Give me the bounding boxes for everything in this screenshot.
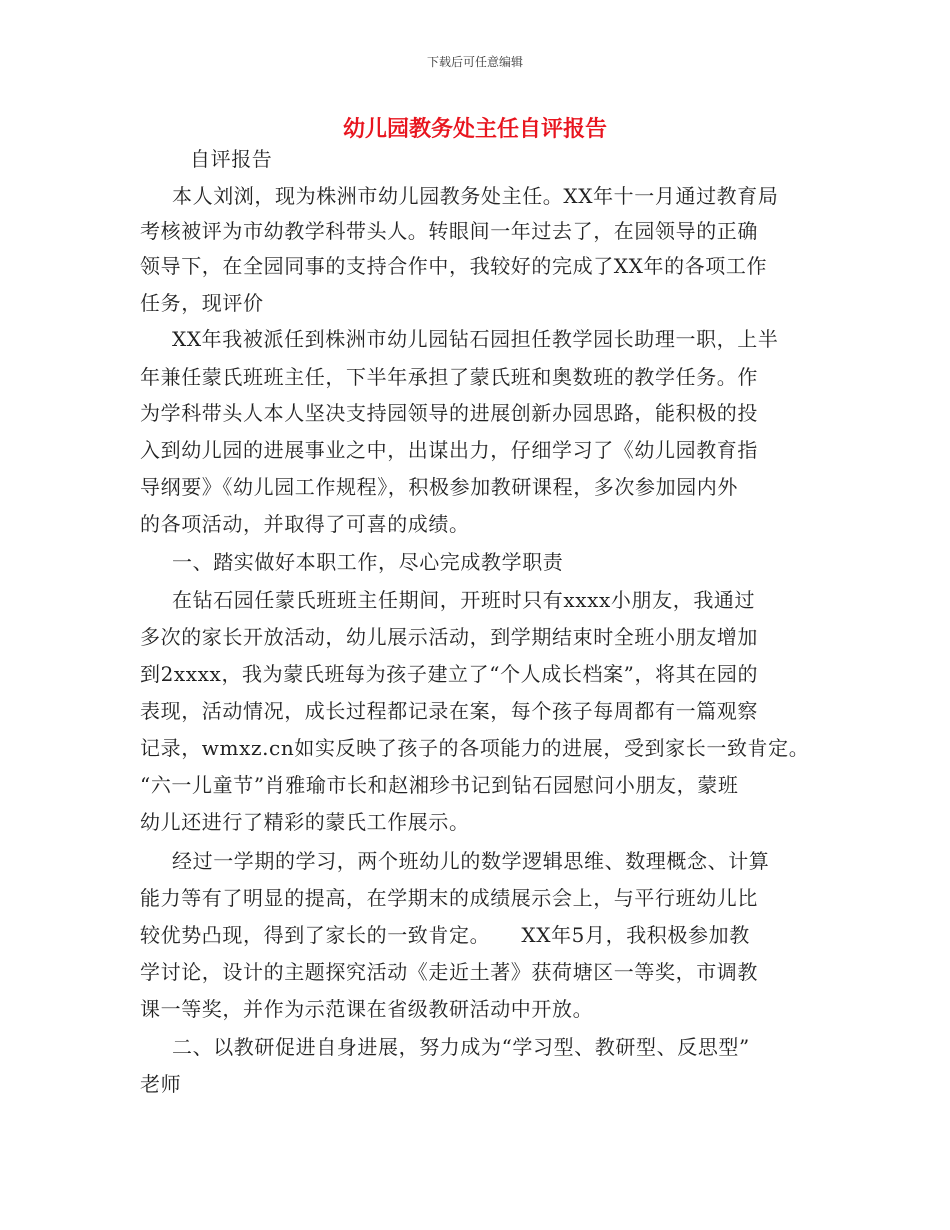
body-line: 记录，wmxz.cn如实反映了孩子的各项能力的进展，受到家长一致肯定。	[140, 736, 810, 760]
body-line: 较优势凸现，得到了家长的一致肯定。 XX年5月，我积极参加教	[140, 923, 750, 947]
body-line: 在钻石园任蒙氏班班主任期间，开班时只有xxxx小朋友，我通过	[172, 588, 756, 612]
body-line: 任务，现评价	[140, 291, 264, 315]
body-line: 的各项活动，并取得了可喜的成绩。	[140, 512, 470, 536]
body-line: 导纲要》《幼儿园工作规程》，积极参加教研课程，多次参加园内外	[140, 475, 738, 499]
subtitle-line: 自评报告	[190, 147, 273, 171]
body-line: 课一等奖，并作为示范课在省级教研活动中开放。	[140, 997, 594, 1021]
body-line: 领导下，在全园同事的支持合作中，我较好的完成了XX年的各项工作	[140, 254, 768, 278]
body-line: 到2xxxx，我为蒙氏班每为孩子建立了“个人成长档案”，将其在园的	[140, 662, 759, 686]
body-line: 多次的家长开放活动，幼儿展示活动，到学期结束时全班小朋友增加	[140, 625, 758, 649]
section-heading: 二、以教研促进自身进展，努力成为“学习型、教研型、反思型”	[172, 1035, 750, 1059]
header-note: 下载后可任意编辑	[426, 55, 523, 69]
body-line: 经过一学期的学习，两个班幼儿的数学逻辑思维、数理概念、计算	[172, 849, 770, 873]
body-line: XX年我被派任到株洲市幼儿园钻石园担任教学园长助理一职，上半	[172, 327, 779, 351]
section-heading: 一、踏实做好本职工作，尽心完成教学职责	[172, 550, 564, 574]
body-line: 考核被评为市幼教学科带头人。转眼间一年过去了，在园领导的正确	[140, 219, 758, 243]
body-line: 入到幼儿园的进展事业之中，出谋出力，仔细学习了《幼儿园教育指	[140, 438, 758, 462]
body-line: 幼儿还进行了精彩的蒙氏工作展示。	[140, 810, 470, 834]
document-title: 幼儿园教务处主任自评报告	[342, 117, 607, 142]
section-heading-continued: 老师	[140, 1072, 182, 1096]
body-line: 年兼任蒙氏班班主任，下半年承担了蒙氏班和奥数班的教学任务。作	[140, 365, 758, 389]
body-line: 为学科带头人本人坚决支持园领导的进展创新办园思路，能积极的投	[140, 401, 758, 425]
body-line: “六一儿童节”肖雅瑜市长和赵湘珍书记到钻石园慰问小朋友，蒙班	[140, 773, 739, 797]
body-line: 本人刘浏，现为株洲市幼儿园教务处主任。XX年十一月通过教育局	[172, 184, 779, 208]
body-line: 学讨论，设计的主题探究活动《走近土著》获荷塘区一等奖，市调教	[140, 960, 758, 984]
body-line: 能力等有了明显的提高，在学期末的成绩展示会上，与平行班幼儿比	[140, 886, 758, 910]
body-line: 表现，活动情况，成长过程都记录在案，每个孩子每周都有一篇观察	[140, 699, 758, 723]
